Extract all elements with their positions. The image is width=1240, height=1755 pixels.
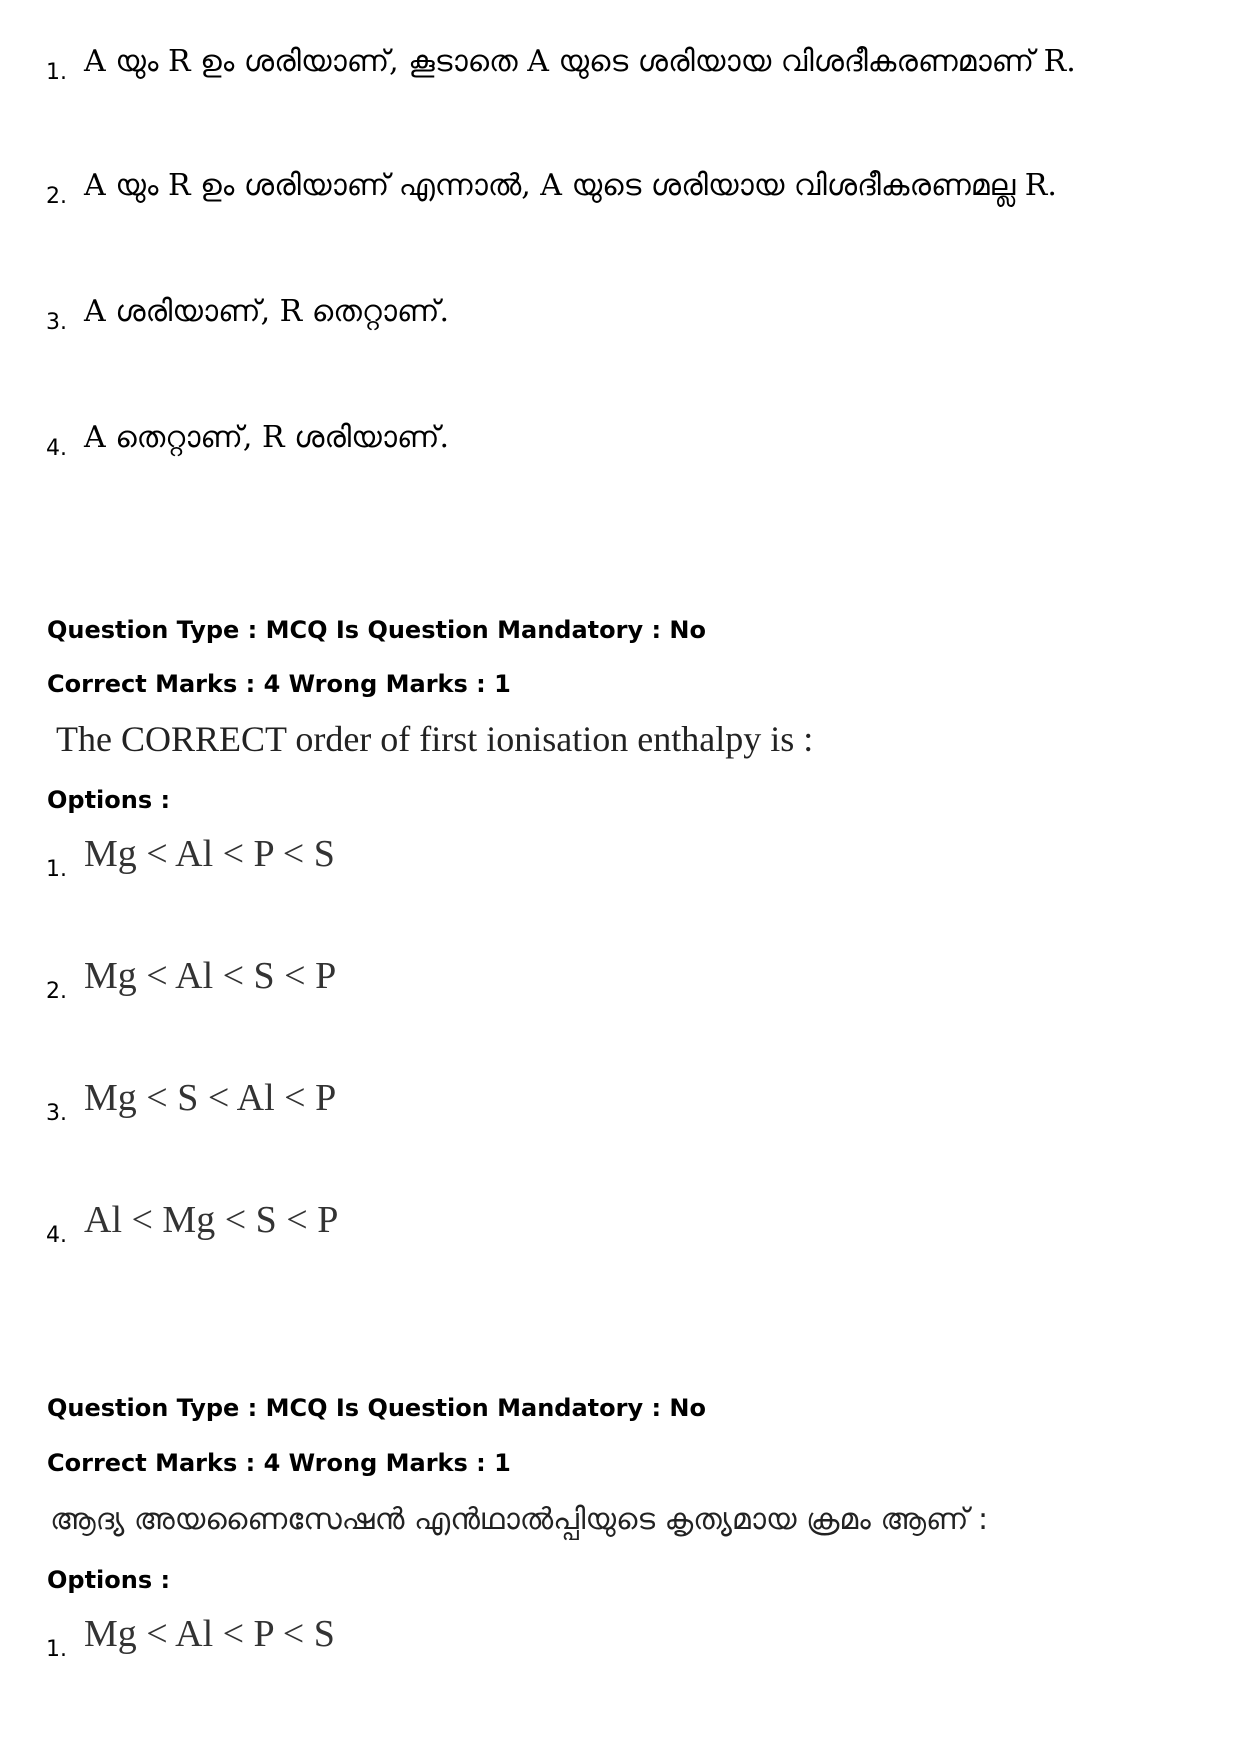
q1-option-2 xyxy=(46,954,337,1004)
question-text: ആദ്യ അയണൈസേഷൻ എൻഥാൽപ്പിയുടെ കൃത്യമായ ക്രമം ആണ് : xyxy=(50,1502,989,1537)
q1-option-4 xyxy=(46,1198,339,1248)
option-text: Al < Mg < S < P xyxy=(84,1199,339,1241)
question-type-line: Question Type : MCQ Is Question Mandatory : No xyxy=(47,1394,706,1422)
question-type-line: Question Type : MCQ Is Question Mandatory : No xyxy=(47,616,706,644)
question-text: The CORRECT order of first ionisation enthalpy is : xyxy=(56,719,814,759)
marks-line: Correct Marks : 4 Wrong Marks : 1 xyxy=(47,1449,511,1477)
q1-option-1 xyxy=(46,832,335,882)
option-number: 1. xyxy=(46,60,67,85)
prev-option-4 xyxy=(46,420,449,461)
option-text: Mg < Al < S < P xyxy=(84,955,337,997)
options-label: Options : xyxy=(47,1566,171,1594)
options-label: Options : xyxy=(47,786,171,814)
option-text: A യും R ഉം ശരിയാണ്, കൂടാതെ A യുടെ ശരിയായ വിശദീകരണമാണ് R. xyxy=(84,44,1076,79)
option-number: 3. xyxy=(46,310,67,335)
option-text: Mg < S < Al < P xyxy=(84,1077,337,1119)
option-text: Mg < Al < P < S xyxy=(84,833,335,875)
option-number: 1. xyxy=(46,857,67,882)
option-text: Mg < Al < P < S xyxy=(84,1613,335,1655)
option-number: 4. xyxy=(46,436,67,461)
prev-option-2 xyxy=(46,168,1057,209)
option-number: 2. xyxy=(46,979,67,1004)
option-text: A യും R ഉം ശരിയാണ് എന്നാൽ, A യുടെ ശരിയായ വിശദീകരണമല്ല R. xyxy=(84,168,1057,203)
marks-line: Correct Marks : 4 Wrong Marks : 1 xyxy=(47,670,511,698)
option-number: 4. xyxy=(46,1223,67,1248)
option-text: A തെറ്റാണ്, R ശരിയാണ്. xyxy=(84,420,449,455)
prev-option-1 xyxy=(46,44,1076,85)
option-text: A ശരിയാണ്, R തെറ്റാണ്. xyxy=(84,294,449,329)
q2-option-1 xyxy=(46,1612,335,1662)
option-number: 1. xyxy=(46,1637,67,1662)
q1-option-3 xyxy=(46,1076,337,1126)
option-number: 3. xyxy=(46,1101,67,1126)
prev-option-3 xyxy=(46,294,449,335)
option-number: 2. xyxy=(46,184,67,209)
